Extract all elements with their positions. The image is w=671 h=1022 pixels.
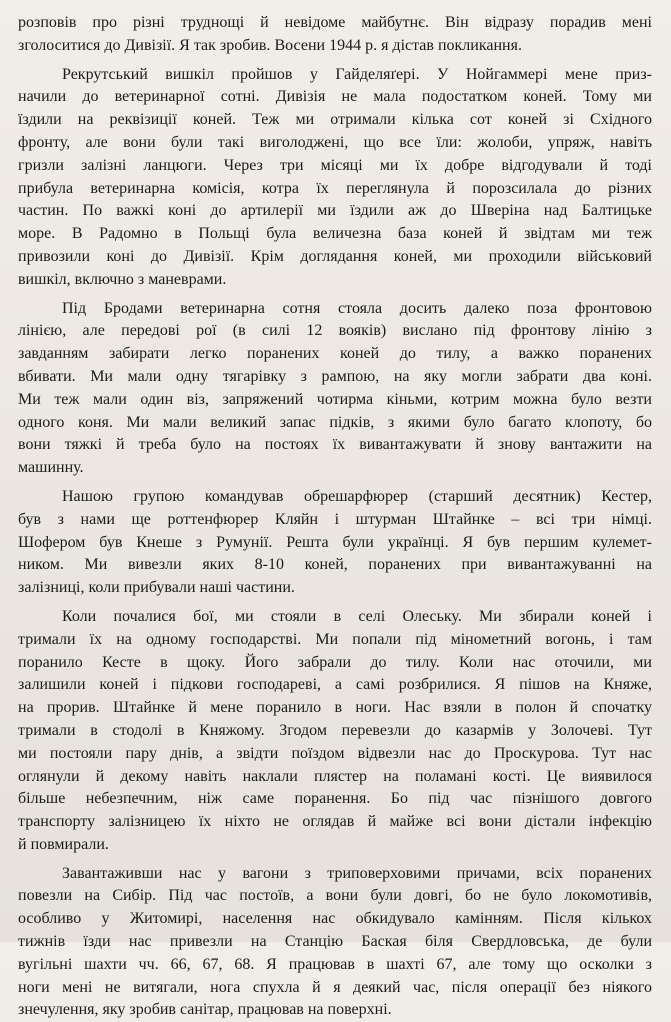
paragraph-5 bbox=[18, 863, 652, 1022]
text-line: частин. По важкі коні до артилерії ми їздили аж до Шверіна над Балтицьке bbox=[18, 202, 652, 220]
text-line: Коли почалися бої, ми стояли в селі Олеську. Ми збирали коней і bbox=[62, 607, 652, 625]
paragraph-0 bbox=[18, 12, 652, 58]
text-line: Під Бродами ветеринарна сотня стояла досить далеко поза фронтовою bbox=[62, 299, 652, 317]
text-line: вишкіл, включно з маневрами. bbox=[18, 270, 227, 288]
text-line: вони тяжкі й треба було на постоях їх вивантажувати й знову вантажити на bbox=[18, 436, 652, 454]
text-line: лінією, але передові рої (в силі 12 вояків) вислано під фронтову лінію з bbox=[18, 322, 652, 340]
text-line: й повмирали. bbox=[18, 835, 109, 853]
text-line: їздили на реквізиції коней. Теж ми отримали кілька сот коней зі Східного bbox=[18, 111, 652, 129]
text-line: більше небезпечним, ніж саме поранення. Бо під час пізнішого довгого bbox=[18, 790, 652, 808]
text-line: поранило Кесте в щоку. Його забрали до тилу. Коли нас оточили, ми bbox=[18, 653, 652, 671]
text-line: Завантаживши нас у вагони з триповерховими причами, всіх поранених bbox=[62, 864, 652, 882]
text-line: ником. Ми вивезли яких 8-10 коней, поранених при вивантажуванні на bbox=[18, 556, 652, 574]
text-line: тримали в стодолі в Княжому. Згодом перевезли до казармів у Золочеві. Тут bbox=[18, 721, 652, 739]
text-line: привозили коні до Дивізії. Крім доглядання коней, ми проходили військовий bbox=[18, 247, 652, 265]
text-line: транспорту залізницею їх ніхто не оглядав й майже всі вони дістали інфекцію bbox=[18, 813, 652, 831]
text-line: фронту, але вони були такі виголоджені, що все їли: жолоби, упряж, навіть bbox=[18, 133, 652, 151]
text-line: начили до ветеринарної сотні. Дивізія не мала подостатком коней. Тому ми bbox=[18, 88, 652, 106]
text-line: Ми теж мали один віз, запряжений чотирма кіньми, котрим можна було везти bbox=[18, 390, 652, 408]
text-line: Шофером був Кнеше з Румунії. Решта були українці. Я був першим кулемет- bbox=[18, 533, 652, 551]
paragraph-2 bbox=[18, 298, 652, 480]
text-line: залізниці, коли прибували наші частини. bbox=[18, 579, 295, 597]
text-line: прибула ветеринарна комісія, котра їх переглянула й порозсилала до різних bbox=[18, 179, 652, 197]
paragraph-3 bbox=[18, 486, 652, 600]
text-line: Нашою групою командував обрешарфюрер (старший десятник) Кестер, bbox=[62, 487, 652, 505]
text-line: ноги мені не витягали, нога спухла й я деякий час, після операції без ніякого bbox=[18, 978, 652, 996]
text-line: оглянули й декому навіть наклали плястер на поламані кості. Це виявилося bbox=[18, 767, 652, 785]
text-line: вбивати. Ми мали одну тягарівку з рампою, на яку могли забрати два коні. bbox=[18, 367, 652, 385]
text-line: тижнів їзди нас привезли на Станцію Баская біля Свердловська, де були bbox=[18, 933, 652, 951]
paragraph-4 bbox=[18, 606, 652, 857]
text-line: розповів про різні труднощі й невідоме майбутнє. Він відразу порадив мені bbox=[18, 14, 652, 31]
text-line: машинну. bbox=[18, 459, 84, 477]
text-line: вугільні шахти чч. 66, 67, 68. Я працював в шахті 67, але тому що осколки з bbox=[18, 955, 652, 973]
text-line: гризли залізні ланцюги. Через три місяці ми їх добре відгодували й тоді bbox=[18, 156, 652, 174]
text-line: залишили коней і підкови господареві, а самі розбрилися. Я пішов на Княже, bbox=[18, 676, 652, 694]
paragraph-1 bbox=[18, 64, 652, 292]
text-line: море. В Радомно в Польщі була величезна база коней й звідтам ми теж bbox=[18, 225, 652, 243]
text-line: тримали їх на одному господарстві. Ми попали під мінометний вогонь, і там bbox=[18, 630, 652, 648]
text-line: зголоситися до Дивізії. Я так зробив. Восени 1944 р. я дістав покликання. bbox=[18, 36, 522, 54]
text-line: був з нами ще роттенфюрер Кляйн і штурман Штайнке – всі три німці. bbox=[18, 510, 652, 528]
text-line: Рекрутський вишкіл пройшов у Гайделяґері. У Нойгаммері мене приз- bbox=[62, 65, 652, 83]
text-line: повезли на Сибір. Під час постоїв, а вони були довгі, бо не було локомотивів, bbox=[18, 887, 652, 905]
text-line: знечулення, яку зробив санітар, працював на поверхні. bbox=[18, 1001, 392, 1019]
text-line: одного коня. Ми мали великий запас підків, з якими було багато клопоту, бо bbox=[18, 413, 652, 431]
text-line: завданням забирати легко поранених коней до тилу, а важко поранених bbox=[18, 345, 652, 363]
text-line: ми постояли пару днів, а звідти поїздом відвезли нас до Проскурова. Тут нас bbox=[18, 744, 652, 762]
text-line: на прорив. Штайнке й мене поранило в ноги. Нас взяли в полон й спочатку bbox=[18, 699, 652, 717]
text-line: особливо у Житомирі, населення нас обкидувало камінням. Після кількох bbox=[18, 910, 652, 928]
book-page bbox=[18, 12, 652, 1019]
